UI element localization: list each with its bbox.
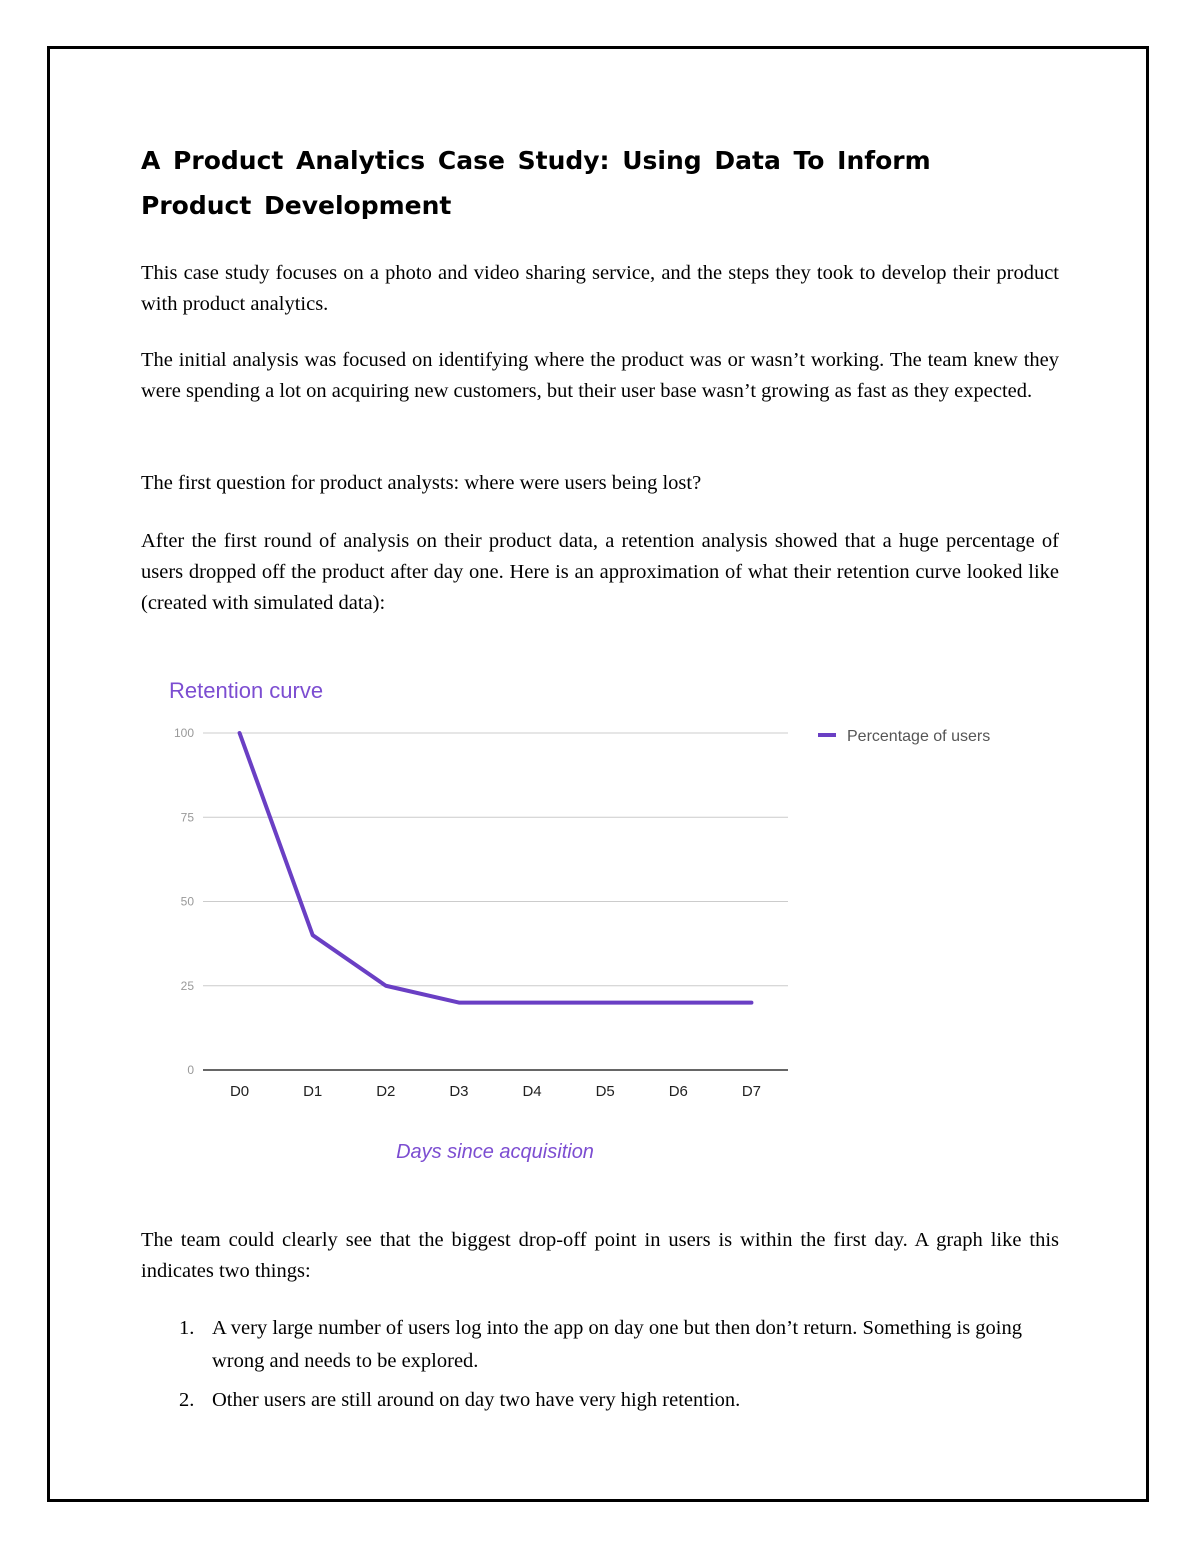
series-line xyxy=(240,733,752,1003)
x-tick-label: D6 xyxy=(668,1083,688,1100)
retention-chart-svg xyxy=(150,665,1050,1185)
question-paragraph: The first question for product analysts: where were users being lost? xyxy=(141,472,702,494)
intro-paragraph: This case study focuses on a photo and video sharing service, and the steps they took to develop their product with product analytics. xyxy=(141,262,1059,315)
x-tick-label: D3 xyxy=(449,1083,469,1100)
list-item xyxy=(141,1312,1059,1378)
list-text: Other users are still around on day two have very high retention. xyxy=(212,1389,741,1411)
x-tick-label: D7 xyxy=(741,1083,762,1100)
retention-chart xyxy=(150,665,1050,1185)
y-tick-label: 75 xyxy=(180,810,194,825)
list-text: A very large number of users log into the app on day one but then don’t return. Something is going wrong and needs to be explored. xyxy=(212,1317,1023,1372)
x-tick-label: D4 xyxy=(522,1083,542,1100)
list-item xyxy=(141,1384,1059,1417)
list-number: 2. xyxy=(179,1389,195,1411)
x-tick-label: D5 xyxy=(595,1083,615,1100)
x-tick-label: D0 xyxy=(229,1083,250,1100)
findings-list xyxy=(141,1312,1059,1423)
page-title: A Product Analytics Case Study: Using Data To Inform Product Development xyxy=(141,146,931,220)
x-tick-label: D1 xyxy=(303,1083,323,1100)
chart-title: Retention curve xyxy=(169,678,324,703)
x-tick-label: D2 xyxy=(376,1083,396,1100)
y-tick-label: 50 xyxy=(180,894,194,909)
list-number: 1. xyxy=(179,1317,195,1339)
retention-paragraph: After the first round of analysis on their product data, a retention analysis showed that a huge percentage of users dropped off the product after day one. Here is an approximation of what their retention curve looked like (created with simulated data): xyxy=(141,530,1059,614)
conclusion-paragraph: The team could clearly see that the biggest drop-off point in users is within the first day. A graph like this indicates two things: xyxy=(141,1229,1059,1282)
x-axis-label: Days since acquisition xyxy=(396,1141,594,1163)
legend-label: Percentage of users xyxy=(847,728,991,745)
y-tick-label: 0 xyxy=(187,1063,194,1077)
y-tick-label: 25 xyxy=(180,978,194,993)
y-tick-label: 100 xyxy=(173,726,194,740)
analysis-paragraph: The initial analysis was focused on identifying where the product was or wasn’t working. The team knew they were spending a lot on acquiring new customers, but their user base wasn’t growing as fast as they expected. xyxy=(141,349,1059,402)
